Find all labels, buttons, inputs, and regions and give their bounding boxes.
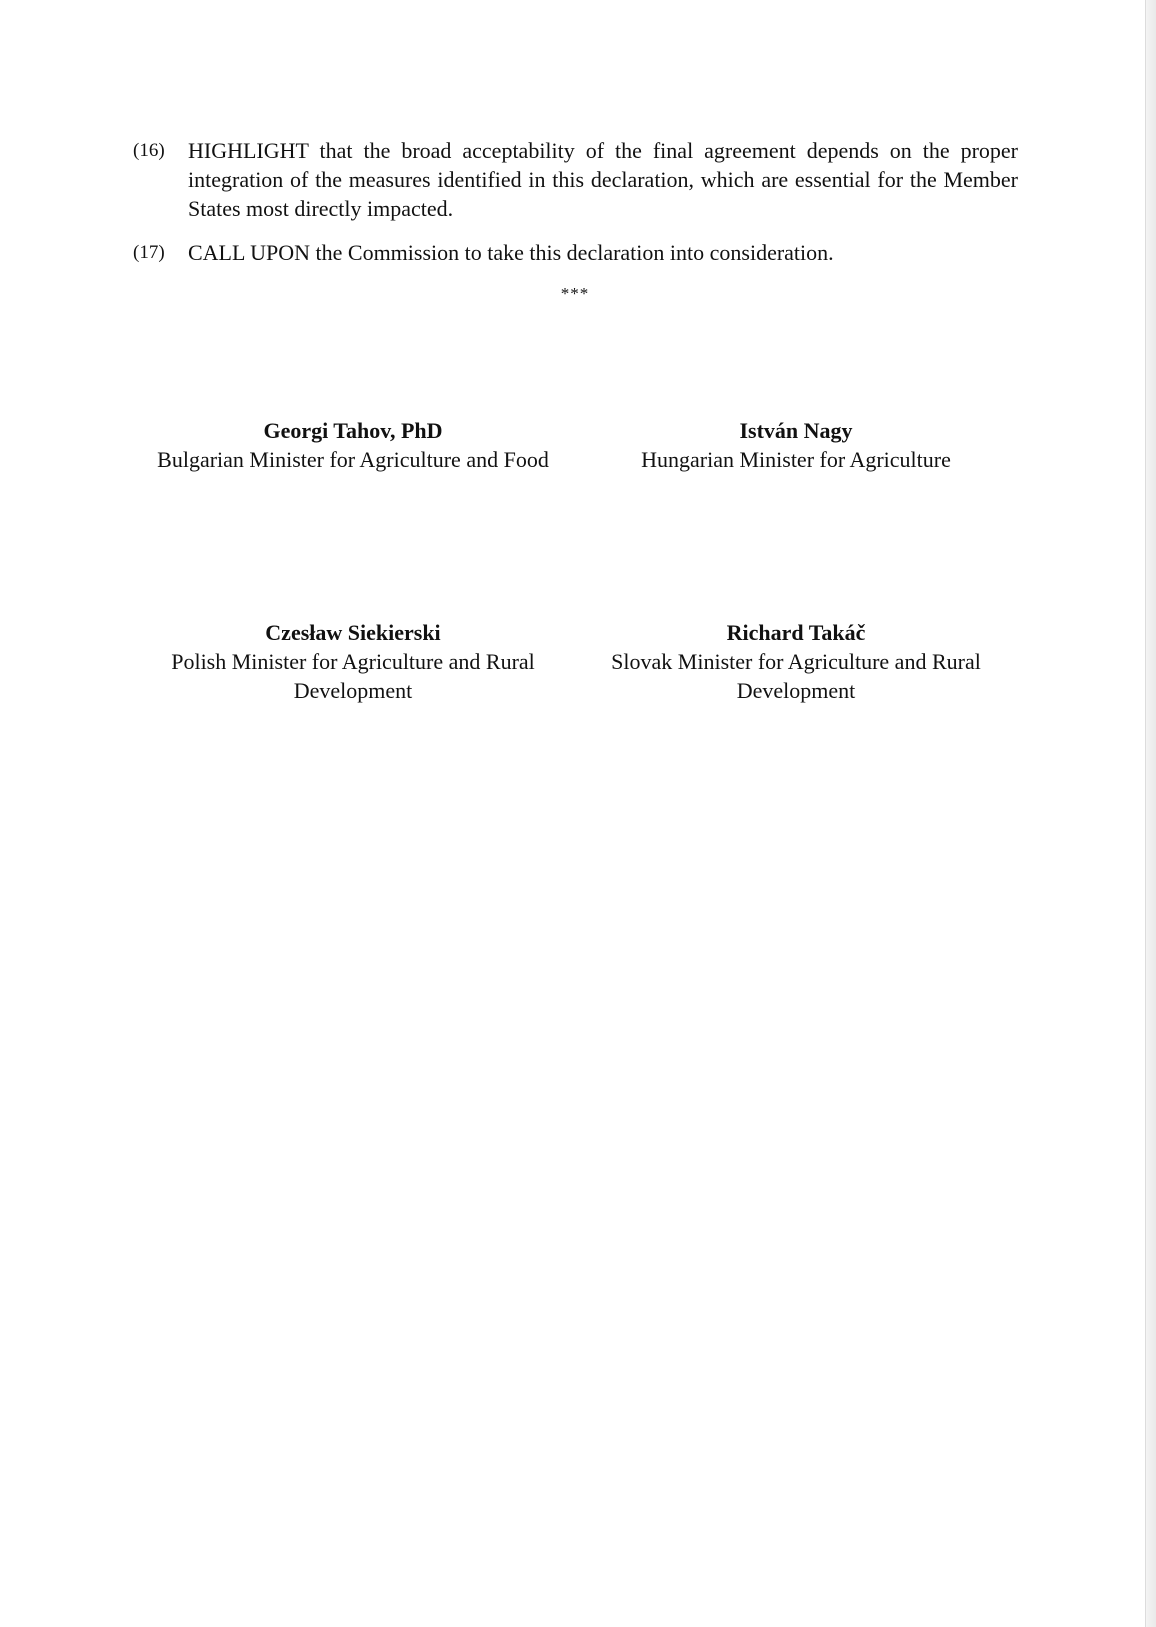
signatory-title: Polish Minister for Agriculture and Rural Development — [171, 649, 535, 703]
clause-text: HIGHLIGHT that the broad acceptability of the final agreement depends on the proper integration of the measures identified in this declaration, which are essential for the Member States most directly impacted. — [188, 138, 1018, 221]
signatory-name: Richard Takáč — [726, 620, 866, 645]
section-separator: *** — [560, 284, 590, 303]
signatory-title: Bulgarian Minister for Agriculture and Food — [157, 447, 549, 472]
signatory-title: Slovak Minister for Agriculture and Rural Development — [611, 649, 981, 703]
signatory-name: István Nagy — [739, 418, 853, 443]
clause-number: (17) — [133, 242, 165, 263]
signatory-title: Hungarian Minister for Agriculture — [641, 447, 951, 472]
signatory-bulgaria — [138, 416, 568, 474]
clause-number: (16) — [133, 140, 165, 161]
signatory-name: Czesław Siekierski — [265, 620, 441, 645]
signatory-hungary — [581, 416, 1011, 474]
clause-17 — [133, 238, 1018, 270]
signatory-poland — [138, 618, 568, 705]
signatory-slovakia — [581, 618, 1011, 705]
clause-text: CALL UPON the Commission to take this declaration into consideration. — [188, 240, 834, 265]
page-edge-shadow — [1145, 0, 1156, 1627]
signatory-name: Georgi Tahov, PhD — [263, 418, 443, 443]
clause-16 — [133, 136, 1018, 226]
